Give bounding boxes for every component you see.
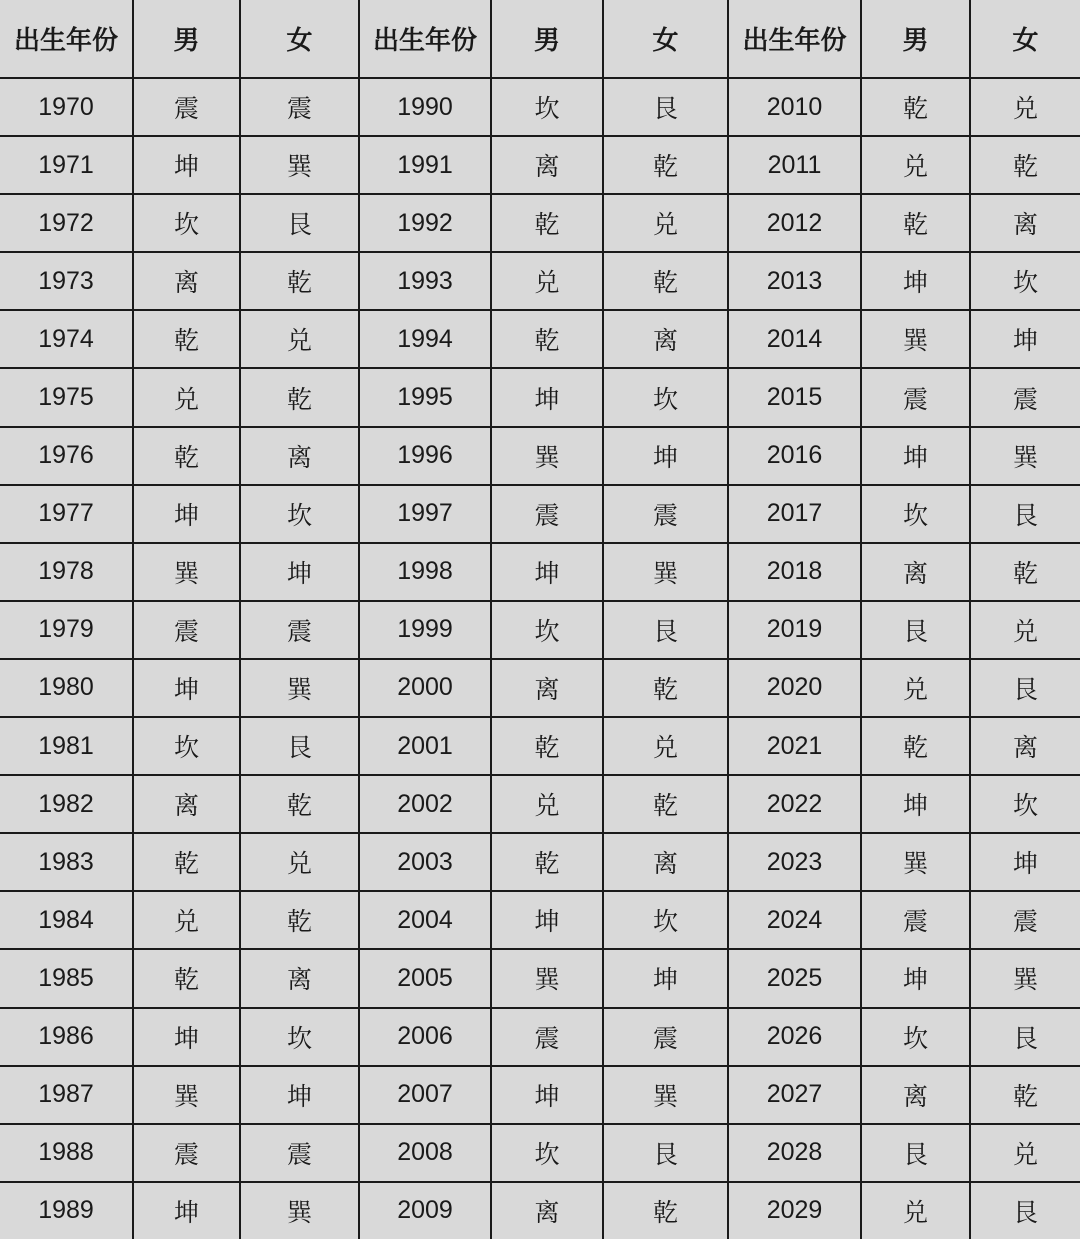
birth-year-cell: 2000 — [359, 659, 491, 717]
male-gua-cell: 艮 — [861, 1124, 970, 1182]
male-gua-cell: 震 — [491, 1008, 603, 1066]
female-gua-cell: 离 — [970, 194, 1080, 252]
birth-year-cell: 1984 — [0, 891, 133, 949]
birth-year-cell: 1972 — [0, 194, 133, 252]
male-gua-cell: 艮 — [861, 601, 970, 659]
male-gua-cell: 兑 — [491, 252, 603, 310]
header-male-1: 男 — [133, 0, 240, 78]
female-gua-cell: 震 — [240, 601, 359, 659]
female-gua-cell: 乾 — [970, 543, 1080, 601]
birth-year-cell: 2005 — [359, 949, 491, 1007]
male-gua-cell: 坤 — [491, 543, 603, 601]
male-gua-cell: 离 — [491, 136, 603, 194]
male-gua-cell: 巽 — [133, 1066, 240, 1124]
female-gua-cell: 艮 — [970, 659, 1080, 717]
header-male-2: 男 — [491, 0, 603, 78]
female-gua-cell: 坤 — [970, 310, 1080, 368]
birth-year-cell: 1990 — [359, 78, 491, 136]
birth-year-cell: 1982 — [0, 775, 133, 833]
female-gua-cell: 离 — [240, 427, 359, 485]
birth-year-cell: 2023 — [728, 833, 861, 891]
birth-year-cell: 1975 — [0, 368, 133, 426]
female-gua-cell: 乾 — [240, 775, 359, 833]
birth-year-cell: 2013 — [728, 252, 861, 310]
table-row — [0, 833, 1080, 891]
female-gua-cell: 乾 — [603, 136, 728, 194]
female-gua-cell: 巽 — [970, 949, 1080, 1007]
birth-year-cell: 2025 — [728, 949, 861, 1007]
male-gua-cell: 离 — [491, 1182, 603, 1239]
female-gua-cell: 兑 — [970, 1124, 1080, 1182]
birth-year-cell: 2009 — [359, 1182, 491, 1239]
male-gua-cell: 坤 — [861, 427, 970, 485]
birth-year-cell: 2028 — [728, 1124, 861, 1182]
male-gua-cell: 乾 — [491, 194, 603, 252]
header-female-2: 女 — [603, 0, 728, 78]
female-gua-cell: 艮 — [603, 1124, 728, 1182]
header-birth-year-1: 出生年份 — [0, 0, 133, 78]
female-gua-cell: 坎 — [970, 775, 1080, 833]
female-gua-cell: 坎 — [240, 485, 359, 543]
birth-year-cell: 1983 — [0, 833, 133, 891]
male-gua-cell: 巽 — [491, 949, 603, 1007]
birth-year-cell: 1971 — [0, 136, 133, 194]
male-gua-cell: 坤 — [133, 1008, 240, 1066]
male-gua-cell: 坤 — [491, 891, 603, 949]
table-row — [0, 717, 1080, 775]
male-gua-cell: 坎 — [491, 1124, 603, 1182]
birth-year-cell: 2008 — [359, 1124, 491, 1182]
birth-year-cell: 1985 — [0, 949, 133, 1007]
male-gua-cell: 兑 — [861, 659, 970, 717]
birth-year-cell: 1981 — [0, 717, 133, 775]
birth-year-cell: 2018 — [728, 543, 861, 601]
female-gua-cell: 艮 — [970, 1182, 1080, 1239]
birth-year-cell: 2006 — [359, 1008, 491, 1066]
birth-year-cell: 1995 — [359, 368, 491, 426]
birth-year-cell: 2026 — [728, 1008, 861, 1066]
male-gua-cell: 巽 — [491, 427, 603, 485]
female-gua-cell: 乾 — [240, 891, 359, 949]
birth-year-cell: 1980 — [0, 659, 133, 717]
birth-year-cell: 2020 — [728, 659, 861, 717]
female-gua-cell: 震 — [240, 78, 359, 136]
table-row — [0, 1182, 1080, 1239]
male-gua-cell: 乾 — [861, 78, 970, 136]
table-row — [0, 310, 1080, 368]
birth-year-cell: 2011 — [728, 136, 861, 194]
female-gua-cell: 坎 — [240, 1008, 359, 1066]
header-birth-year-3: 出生年份 — [728, 0, 861, 78]
header-female-3: 女 — [970, 0, 1080, 78]
male-gua-cell: 坤 — [133, 136, 240, 194]
female-gua-cell: 震 — [970, 368, 1080, 426]
male-gua-cell: 乾 — [133, 310, 240, 368]
birth-year-cell: 2010 — [728, 78, 861, 136]
female-gua-cell: 离 — [970, 717, 1080, 775]
birth-year-cell: 1996 — [359, 427, 491, 485]
male-gua-cell: 离 — [133, 775, 240, 833]
male-gua-cell: 坤 — [491, 1066, 603, 1124]
table-row — [0, 543, 1080, 601]
male-gua-cell: 坤 — [133, 485, 240, 543]
female-gua-cell: 艮 — [970, 485, 1080, 543]
male-gua-cell: 乾 — [491, 310, 603, 368]
birth-year-cell: 1986 — [0, 1008, 133, 1066]
birth-year-cell: 1979 — [0, 601, 133, 659]
female-gua-cell: 巽 — [240, 659, 359, 717]
female-gua-cell: 乾 — [970, 1066, 1080, 1124]
table-row — [0, 252, 1080, 310]
male-gua-cell: 巽 — [861, 310, 970, 368]
male-gua-cell: 震 — [133, 78, 240, 136]
male-gua-cell: 乾 — [133, 427, 240, 485]
header-female-1: 女 — [240, 0, 359, 78]
female-gua-cell: 艮 — [240, 194, 359, 252]
table-row — [0, 601, 1080, 659]
male-gua-cell: 乾 — [133, 833, 240, 891]
female-gua-cell: 巽 — [240, 1182, 359, 1239]
female-gua-cell: 兑 — [603, 194, 728, 252]
birth-year-cell: 2024 — [728, 891, 861, 949]
birth-year-cell: 2019 — [728, 601, 861, 659]
female-gua-cell: 震 — [240, 1124, 359, 1182]
female-gua-cell: 震 — [970, 891, 1080, 949]
male-gua-cell: 乾 — [491, 717, 603, 775]
female-gua-cell: 坤 — [603, 427, 728, 485]
birth-year-cell: 1974 — [0, 310, 133, 368]
male-gua-cell: 坤 — [861, 252, 970, 310]
table-header-row — [0, 0, 1080, 78]
birth-year-cell: 1987 — [0, 1066, 133, 1124]
male-gua-cell: 震 — [491, 485, 603, 543]
female-gua-cell: 坤 — [240, 543, 359, 601]
female-gua-cell: 乾 — [240, 368, 359, 426]
male-gua-cell: 离 — [491, 659, 603, 717]
header-birth-year-2: 出生年份 — [359, 0, 491, 78]
female-gua-cell: 坎 — [970, 252, 1080, 310]
female-gua-cell: 坎 — [603, 368, 728, 426]
male-gua-cell: 兑 — [133, 368, 240, 426]
male-gua-cell: 震 — [861, 891, 970, 949]
male-gua-cell: 离 — [861, 543, 970, 601]
birth-year-cell: 1989 — [0, 1182, 133, 1239]
male-gua-cell: 巽 — [861, 833, 970, 891]
birth-year-cell: 2003 — [359, 833, 491, 891]
male-gua-cell: 震 — [133, 1124, 240, 1182]
female-gua-cell: 巽 — [603, 1066, 728, 1124]
table-body — [0, 78, 1080, 1239]
birth-year-cell: 2027 — [728, 1066, 861, 1124]
female-gua-cell: 兑 — [240, 833, 359, 891]
table-row — [0, 136, 1080, 194]
male-gua-cell: 坤 — [491, 368, 603, 426]
male-gua-cell: 坎 — [133, 194, 240, 252]
birth-year-cell: 1988 — [0, 1124, 133, 1182]
female-gua-cell: 乾 — [603, 252, 728, 310]
female-gua-cell: 坤 — [970, 833, 1080, 891]
female-gua-cell: 坤 — [240, 1066, 359, 1124]
table-row — [0, 1008, 1080, 1066]
male-gua-cell: 乾 — [861, 717, 970, 775]
birth-year-cell: 1992 — [359, 194, 491, 252]
birth-year-cell: 2021 — [728, 717, 861, 775]
birth-year-cell: 2004 — [359, 891, 491, 949]
male-gua-cell: 震 — [861, 368, 970, 426]
birth-year-cell: 1994 — [359, 310, 491, 368]
birth-year-cell: 1976 — [0, 427, 133, 485]
birth-year-cell: 2017 — [728, 485, 861, 543]
female-gua-cell: 兑 — [970, 78, 1080, 136]
male-gua-cell: 震 — [133, 601, 240, 659]
male-gua-cell: 坎 — [861, 1008, 970, 1066]
birth-year-cell: 2012 — [728, 194, 861, 252]
birth-year-cell: 2002 — [359, 775, 491, 833]
birth-year-cell: 1991 — [359, 136, 491, 194]
table-row — [0, 1066, 1080, 1124]
table-row — [0, 78, 1080, 136]
male-gua-cell: 巽 — [133, 543, 240, 601]
male-gua-cell: 坎 — [491, 78, 603, 136]
female-gua-cell: 离 — [240, 949, 359, 1007]
table-row — [0, 659, 1080, 717]
female-gua-cell: 巽 — [603, 543, 728, 601]
birth-year-cell: 1973 — [0, 252, 133, 310]
male-gua-cell: 坤 — [133, 1182, 240, 1239]
birth-year-cell: 1993 — [359, 252, 491, 310]
male-gua-cell: 坎 — [861, 485, 970, 543]
female-gua-cell: 巽 — [240, 136, 359, 194]
male-gua-cell: 乾 — [491, 833, 603, 891]
birth-year-cell: 2016 — [728, 427, 861, 485]
birth-year-cell: 2001 — [359, 717, 491, 775]
table-row — [0, 1124, 1080, 1182]
male-gua-cell: 坎 — [491, 601, 603, 659]
female-gua-cell: 兑 — [970, 601, 1080, 659]
table-row — [0, 194, 1080, 252]
birth-year-cell: 2029 — [728, 1182, 861, 1239]
female-gua-cell: 艮 — [603, 601, 728, 659]
male-gua-cell: 乾 — [861, 194, 970, 252]
birth-year-cell: 1997 — [359, 485, 491, 543]
male-gua-cell: 兑 — [491, 775, 603, 833]
female-gua-cell: 乾 — [603, 775, 728, 833]
table-row — [0, 949, 1080, 1007]
header-male-3: 男 — [861, 0, 970, 78]
table-row — [0, 368, 1080, 426]
female-gua-cell: 离 — [603, 833, 728, 891]
birth-year-cell: 2022 — [728, 775, 861, 833]
birth-year-cell: 1999 — [359, 601, 491, 659]
birth-year-cell: 2014 — [728, 310, 861, 368]
female-gua-cell: 兑 — [240, 310, 359, 368]
male-gua-cell: 坤 — [133, 659, 240, 717]
male-gua-cell: 兑 — [133, 891, 240, 949]
birth-year-cell: 1978 — [0, 543, 133, 601]
male-gua-cell: 兑 — [861, 136, 970, 194]
female-gua-cell: 兑 — [603, 717, 728, 775]
table-row — [0, 485, 1080, 543]
female-gua-cell: 乾 — [603, 659, 728, 717]
female-gua-cell: 离 — [603, 310, 728, 368]
male-gua-cell: 离 — [133, 252, 240, 310]
birth-year-cell: 1970 — [0, 78, 133, 136]
birth-year-cell: 1998 — [359, 543, 491, 601]
female-gua-cell: 坎 — [603, 891, 728, 949]
table-row — [0, 891, 1080, 949]
female-gua-cell: 艮 — [970, 1008, 1080, 1066]
male-gua-cell: 坎 — [133, 717, 240, 775]
male-gua-cell: 乾 — [133, 949, 240, 1007]
male-gua-cell: 兑 — [861, 1182, 970, 1239]
female-gua-cell: 艮 — [240, 717, 359, 775]
female-gua-cell: 坤 — [603, 949, 728, 1007]
male-gua-cell: 坤 — [861, 949, 970, 1007]
table-row — [0, 775, 1080, 833]
female-gua-cell: 震 — [603, 485, 728, 543]
table-row — [0, 427, 1080, 485]
female-gua-cell: 艮 — [603, 78, 728, 136]
female-gua-cell: 震 — [603, 1008, 728, 1066]
male-gua-cell: 坤 — [861, 775, 970, 833]
male-gua-cell: 离 — [861, 1066, 970, 1124]
birth-year-cell: 2007 — [359, 1066, 491, 1124]
birth-year-cell: 1977 — [0, 485, 133, 543]
female-gua-cell: 巽 — [970, 427, 1080, 485]
birth-year-cell: 2015 — [728, 368, 861, 426]
female-gua-cell: 乾 — [240, 252, 359, 310]
female-gua-cell: 乾 — [603, 1182, 728, 1239]
female-gua-cell: 乾 — [970, 136, 1080, 194]
